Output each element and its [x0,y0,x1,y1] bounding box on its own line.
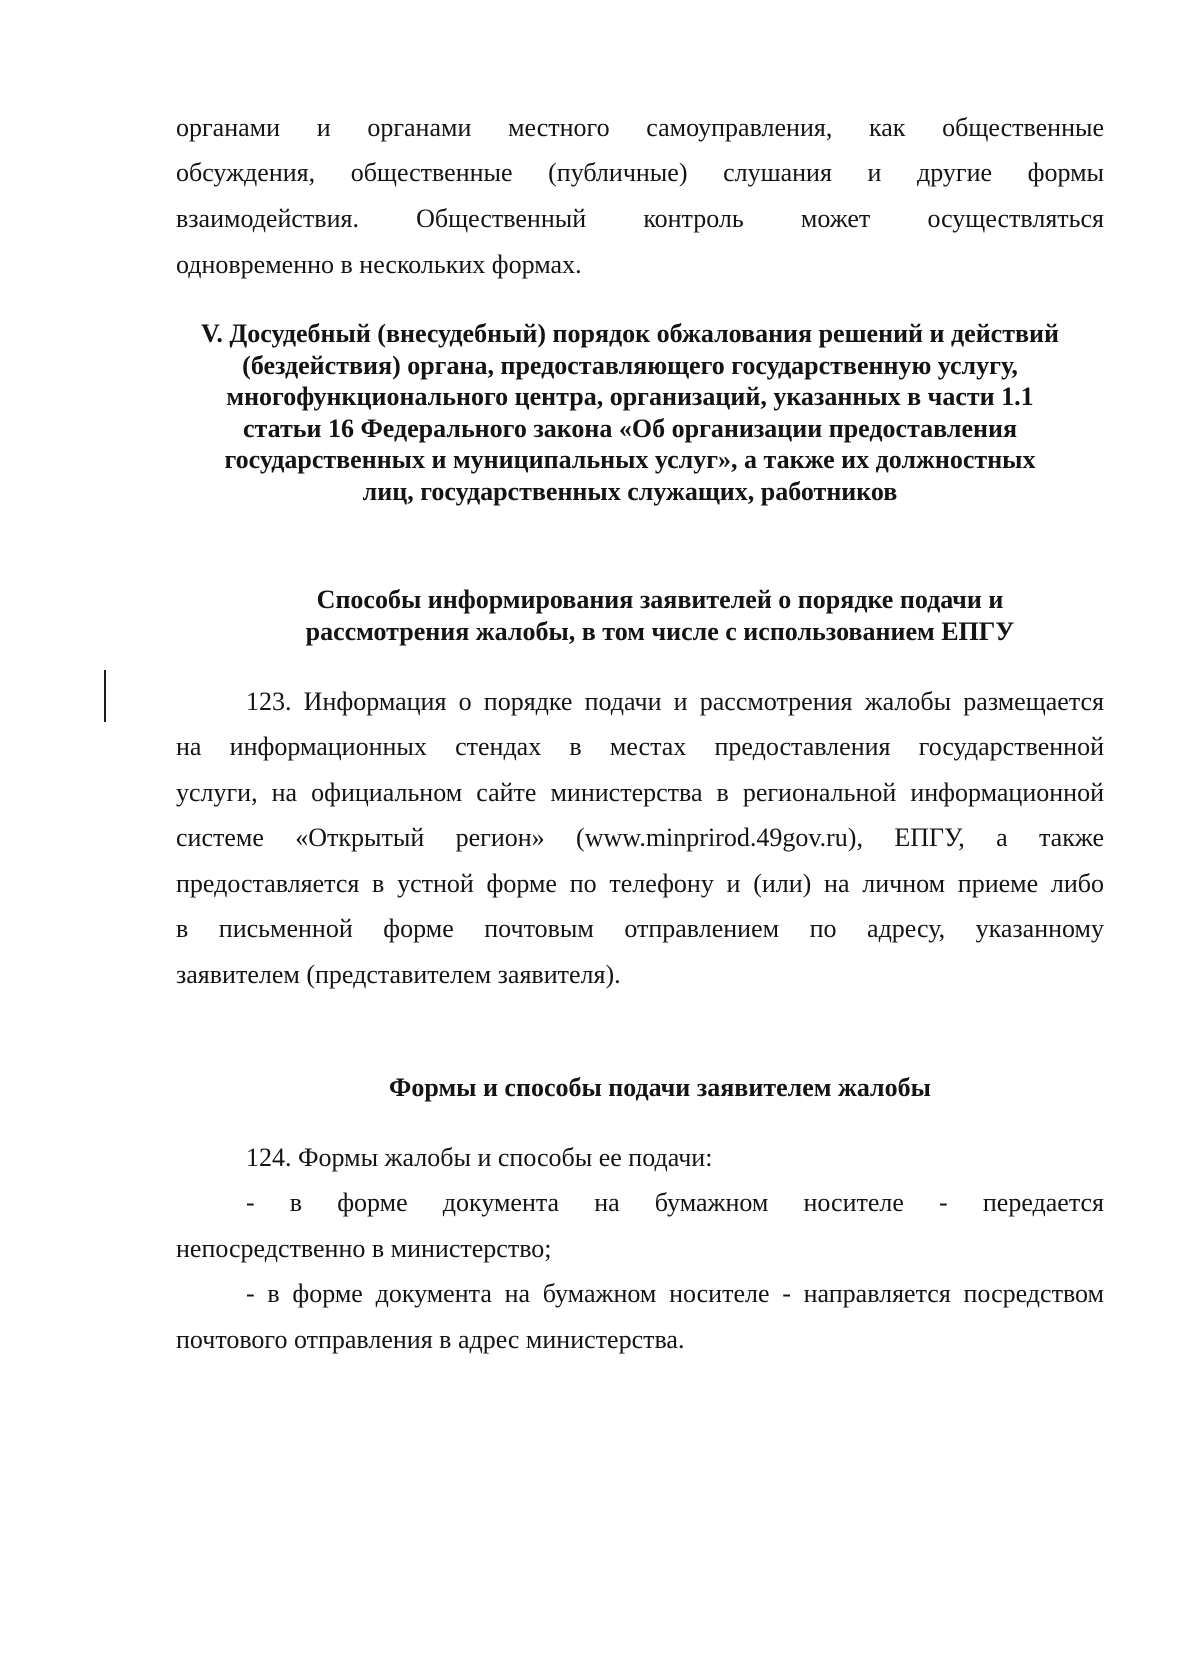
list-item-line: - в форме документа на бумажном носителе - передается [246,1188,1104,1217]
heading-line: многофункционального центра, организаций, указанных в части 1.1 [226,382,1034,411]
list-item-line: - в форме документа на бумажном носителе - направляется посредством [246,1279,1104,1308]
para-line: на информационных стендах в местах предоставления государственной [176,732,1104,761]
para-line: заявителем (представителем заявителя). [176,960,621,989]
para-line: предоставляется в устной форме по телефону и (или) на личном приеме либо [176,869,1104,898]
para-line: в письменной форме почтовым отправлением по адресу, указанному [176,914,1104,943]
para-line: 124. Формы жалобы и способы ее подачи: [246,1143,713,1172]
heading-line: государственных и муниципальных услуг», а также их должностных [224,445,1036,474]
para-line: 123. Информация о порядке подачи и рассмотрения жалобы размещается [246,687,1104,716]
subheading-forms: Формы и способы подачи заявителем жалобы [389,1073,931,1102]
heading-line: статьи 16 Федерального закона «Об организации предоставления [242,414,1018,443]
para-line: системе «Открытый регион» (www.minprirod.49gov.ru), ЕПГУ, а также [176,823,1104,852]
intro-line: одновременно в нескольких формах. [176,250,582,279]
list-item-line: непосредственно в министерство; [176,1234,552,1263]
list-item-line: почтового отправления в адрес министерства. [176,1325,685,1354]
heading-line: лиц, государственных служащих, работников [362,477,898,506]
subheading-line: Способы информирования заявителей о порядке подачи и [316,585,1004,614]
text-cursor-mark [104,670,106,722]
para-line: услуги, на официальном сайте министерства в региональной информационной [176,778,1104,807]
intro-line: органами и органами местного самоуправления, как общественные [176,113,1104,142]
subheading-line: рассмотрения жалобы, в том числе с использованием ЕПГУ [305,617,1015,646]
intro-line: обсуждения, общественные (публичные) слушания и другие формы [176,158,1104,187]
heading-line: (бездействия) органа, предоставляющего государственную услугу, [242,351,1018,380]
intro-line: взаимодействия. Общественный контроль может осуществляться [176,204,1104,233]
heading-line: V. Досудебный (внесудебный) порядок обжалования решений и действий [200,319,1059,348]
